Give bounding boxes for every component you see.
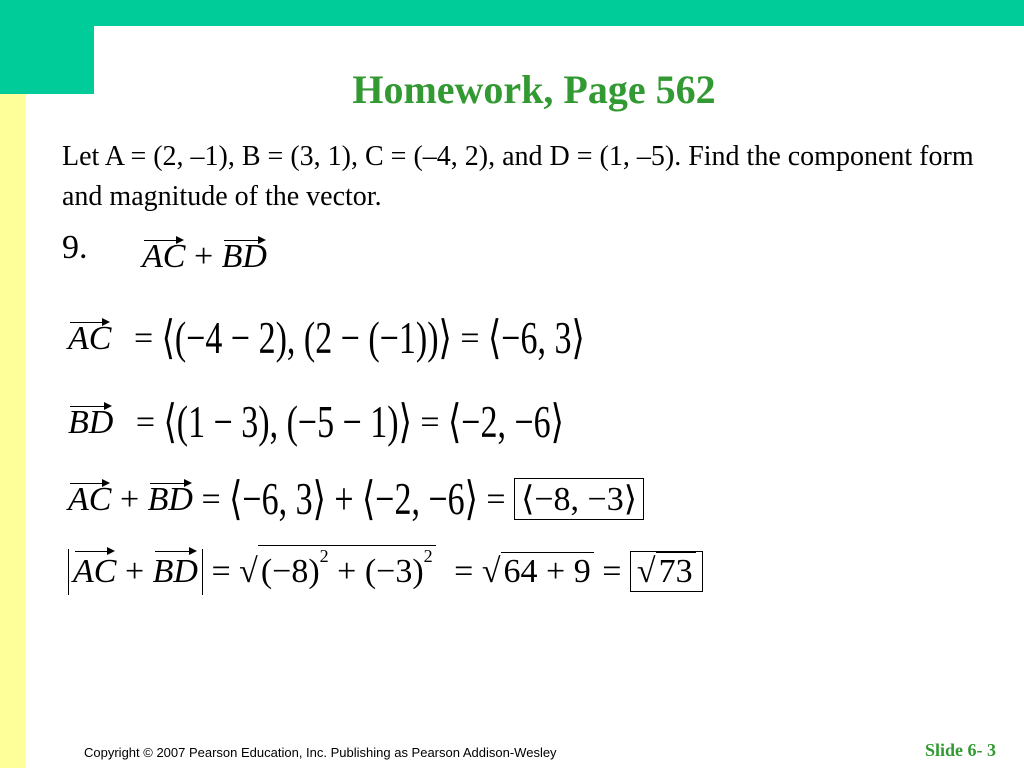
ac-equation: [68, 313, 585, 364]
plus-sign: +: [337, 553, 357, 590]
sum-expression: ⟨−6, 3⟩ + ⟨−2, −6⟩: [229, 474, 478, 525]
exponent: 2: [319, 546, 329, 566]
slide-title: Homework, Page 562: [352, 67, 716, 112]
ac-result: ⟨−6, 3⟩: [488, 313, 585, 364]
bd-result: ⟨−2, −6⟩: [448, 397, 564, 448]
problem-number: 9.: [62, 229, 88, 266]
term-neg-eight: (−8): [260, 553, 320, 590]
bd-expression: ⟨(1 − 3), (−5 − 1)⟩: [163, 397, 412, 448]
left-accent-bar: [0, 94, 26, 768]
equals-sign: =: [135, 404, 156, 441]
radical-sign: √: [481, 553, 501, 590]
magnitude-bars: [68, 549, 203, 595]
vector-ac: AC: [68, 320, 112, 357]
ac-expression: ⟨(−4 − 2), (2 − (−1))⟩: [161, 313, 452, 364]
result-radicand: 73: [656, 552, 696, 591]
term-neg-three: (−3): [364, 553, 424, 590]
plus-sign: +: [119, 481, 140, 518]
plus-sign: +: [124, 553, 145, 590]
slide-number: Slide 6- 3: [924, 740, 996, 760]
sum-equation: [68, 474, 644, 525]
equals-sign: =: [602, 553, 622, 590]
radicand: [258, 545, 436, 591]
sum-result-box: ⟨−8, −3⟩: [514, 478, 644, 520]
magnitude-equation: [68, 545, 703, 595]
radical-sign: √: [239, 553, 258, 590]
vector-bd: BD: [221, 238, 267, 275]
vector-ac: AC: [142, 238, 186, 275]
plus-sign: +: [193, 238, 214, 275]
vector-ac: AC: [73, 549, 116, 595]
equals-sign: =: [420, 404, 440, 441]
equals-sign: =: [133, 320, 154, 357]
vector-ac: AC: [68, 481, 112, 518]
equals-sign: =: [454, 553, 474, 590]
vector-bd: BD: [68, 404, 114, 441]
copyright-notice: Copyright © 2007 Pearson Education, Inc. Publishing as Pearson Addison-Wesley: [84, 745, 557, 760]
bd-equation: [68, 397, 564, 448]
vector-bd: BD: [153, 549, 198, 595]
equals-sign: =: [486, 481, 506, 518]
sum-radicand: 64 + 9: [501, 552, 594, 591]
equals-sign: =: [201, 481, 221, 518]
radical-sign: √: [636, 553, 656, 590]
problem-statement: Let A = (2, –1), B = (3, 1), C = (–4, 2), and D = (1, –5). Find the component form and magnitude of the vector.: [62, 141, 974, 212]
equals-sign: =: [460, 320, 480, 357]
magnitude-result-box: [630, 551, 703, 592]
equals-sign: =: [211, 553, 231, 590]
top-accent-bar: [0, 0, 1024, 26]
target-expression: [142, 238, 267, 276]
exponent: 2: [423, 546, 433, 566]
vector-bd: BD: [147, 481, 193, 518]
